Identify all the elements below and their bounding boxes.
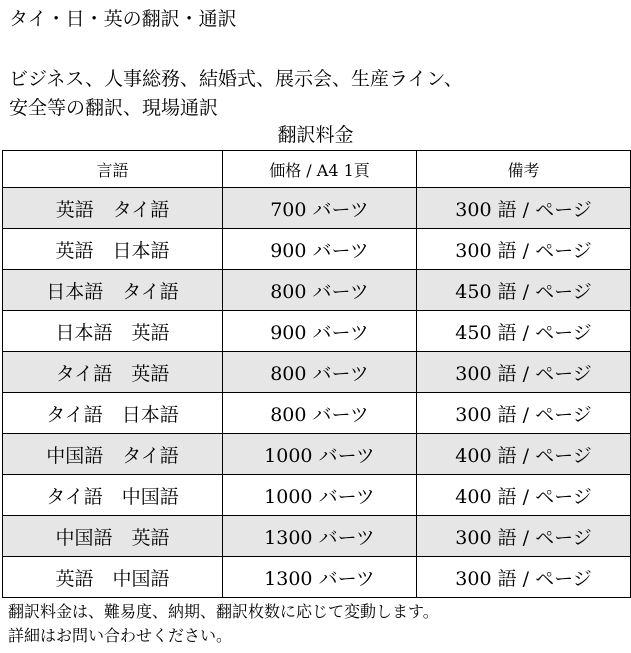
intro-line-2: 安全等の翻訳、現場通訳 — [9, 97, 219, 119]
cell-language: タイ語 日本語 — [3, 393, 223, 434]
cell-price: 1000 バーツ — [223, 475, 417, 516]
cell-price: 900 バーツ — [223, 311, 417, 352]
cell-note: 300 語 / ページ — [417, 516, 631, 557]
header-note: 備考 — [417, 151, 631, 188]
cell-note: 300 語 / ページ — [417, 352, 631, 393]
cell-language: 日本語 英語 — [3, 311, 223, 352]
cell-note: 450 語 / ページ — [417, 311, 631, 352]
cell-price: 1000 バーツ — [223, 434, 417, 475]
cell-language: 英語 中国語 — [3, 557, 223, 598]
table-row — [3, 393, 631, 434]
header-language: 言語 — [3, 151, 223, 188]
cell-price: 1300 バーツ — [223, 516, 417, 557]
header-price: 価格 / A4 1頁 — [223, 151, 417, 188]
table-row — [3, 270, 631, 311]
cell-note: 400 語 / ページ — [417, 434, 631, 475]
pricing-note-line-2: 詳細はお問い合わせください。 — [8, 626, 233, 645]
pricing-note-line-1: 翻訳料金は、難易度、納期、翻訳枚数に応じて変動します。 — [8, 602, 439, 621]
cell-price: 900 バーツ — [223, 229, 417, 270]
cell-language: 中国語 英語 — [3, 516, 223, 557]
table-row — [3, 516, 631, 557]
cell-price: 800 バーツ — [223, 270, 417, 311]
cell-price: 800 バーツ — [223, 393, 417, 434]
cell-language: 日本語 タイ語 — [3, 270, 223, 311]
table-row — [3, 475, 631, 516]
pricing-note — [8, 600, 439, 648]
page-heading: タイ・日・英の翻訳・通訳 — [9, 8, 237, 30]
table-header-row — [3, 151, 631, 188]
cell-language: 英語 日本語 — [3, 229, 223, 270]
cell-note: 300 語 / ページ — [417, 393, 631, 434]
cell-price: 1300 バーツ — [223, 557, 417, 598]
cell-note: 300 語 / ページ — [417, 229, 631, 270]
service-intro — [9, 65, 463, 123]
cell-language: タイ語 英語 — [3, 352, 223, 393]
table-row — [3, 311, 631, 352]
cell-price: 700 バーツ — [223, 188, 417, 229]
table-title: 翻訳料金 — [277, 124, 354, 146]
cell-language: 英語 タイ語 — [3, 188, 223, 229]
intro-line-1: ビジネス、人事総務、結婚式、展示会、生産ライン、 — [9, 68, 463, 90]
rates-table — [2, 150, 631, 598]
table-row — [3, 352, 631, 393]
cell-note: 300 語 / ページ — [417, 188, 631, 229]
table-row — [3, 557, 631, 598]
table-row — [3, 188, 631, 229]
cell-note: 450 語 / ページ — [417, 270, 631, 311]
cell-price: 800 バーツ — [223, 352, 417, 393]
cell-language: 中国語 タイ語 — [3, 434, 223, 475]
cell-language: タイ語 中国語 — [3, 475, 223, 516]
cell-note: 300 語 / ページ — [417, 557, 631, 598]
cell-note: 400 語 / ページ — [417, 475, 631, 516]
table-row — [3, 229, 631, 270]
table-row — [3, 434, 631, 475]
